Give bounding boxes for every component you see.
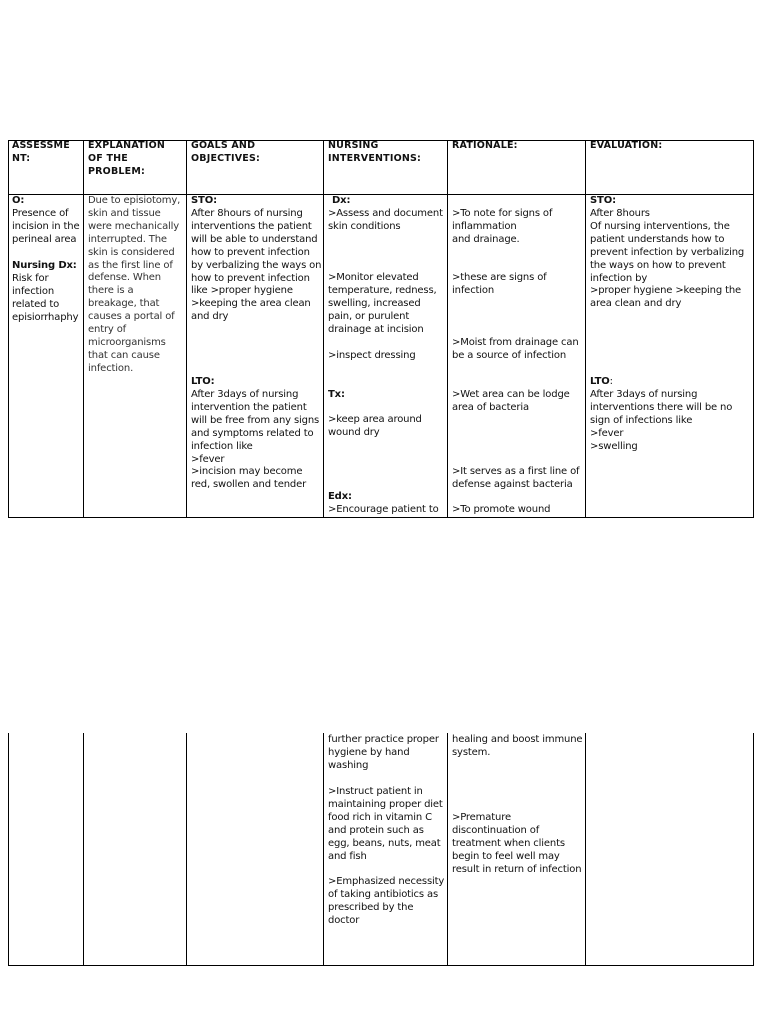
column-border	[753, 733, 754, 966]
header-assessment: ASSESSME NT:	[12, 140, 70, 164]
assessment-o-text: Presence of incision in the perineal area	[12, 208, 80, 245]
rationale-6: >To promote wound	[452, 504, 551, 515]
interventions-tx-label: Tx:	[328, 389, 345, 400]
explanation-text: Due to episiotomy, skin and tissue were mechanically interrupted. The skin is considered as the first line of defense. When there is a breakage, that causes a portal of entry of microorganisms that can cause infection.	[88, 195, 181, 374]
column-border	[83, 140, 84, 518]
evaluation-sto-label: STO:	[590, 195, 616, 206]
column-border	[83, 733, 84, 966]
goals-lto-label: LTO:	[191, 376, 215, 387]
table-border-bottom	[8, 517, 754, 518]
goals-sto-text: After 8hours of nursing interventions the patient will be able to understand how to prevent infection by verbalizing the ways on how to prevent infection like >proper hygiene >keeping the area clean and dry	[191, 208, 322, 323]
header-evaluation: EVALUATION:	[590, 140, 663, 151]
interventions-continued-2: >Instruct patient in maintaining proper diet food rich in vitamin C and protein such as egg, beans, nuts, meat and fish	[328, 786, 443, 862]
column-border	[753, 140, 754, 518]
column-border	[323, 733, 324, 966]
interventions-edx-1: >Encourage patient to	[328, 504, 439, 515]
rationale-4: >Wet area can be lodge area of bacteria	[452, 389, 570, 413]
rationale-5: >It serves as a first line of defense against bacteria	[452, 466, 580, 490]
column-border	[186, 733, 187, 966]
goals-lto-text: After 3days of nursing intervention the patient will be free from any signs and symptoms related to infection like >fever >incision may become red, swollen and tender	[191, 389, 320, 491]
column-border	[447, 733, 448, 966]
column-border	[186, 140, 187, 518]
column-border	[8, 140, 9, 518]
assessment-dx-text: Risk for infection related to episiorrhaphy	[12, 273, 79, 323]
assessment-dx-label: Nursing Dx:	[12, 260, 77, 271]
header-rationale: RATIONALE:	[452, 140, 518, 151]
table-border-bottom	[8, 965, 754, 966]
assessment-o-label: O:	[12, 195, 25, 206]
rationale-1: >To note for signs of inflammation and drainage.	[452, 208, 553, 245]
interventions-dx-label: Dx:	[332, 195, 351, 206]
evaluation-sto-text: After 8hours Of nursing interventions, the patient understands how to prevent infection by verbalizing the ways on how to prevent infection by >proper hygiene >keeping the area clean and dry	[590, 208, 745, 310]
interventions-dx-2: >Monitor elevated temperature, redness, swelling, increased pain, or purulent drainage at incision	[328, 272, 437, 335]
evaluation-lto-label-text: LTO	[590, 376, 610, 387]
rationale-3: >Moist from drainage can be a source of infection	[452, 337, 579, 361]
column-border	[8, 733, 9, 966]
evaluation-lto-label	[590, 376, 613, 389]
column-border	[585, 733, 586, 966]
header-goals: GOALS AND OBJECTIVES:	[191, 140, 261, 164]
goals-sto-label: STO:	[191, 195, 217, 206]
column-border	[585, 140, 586, 518]
rationale-continued-2: >Premature discontinuation of treatment when clients begin to feel well may result in return of infection	[452, 812, 582, 875]
interventions-dx-3: >inspect dressing	[328, 350, 416, 361]
column-border	[323, 140, 324, 518]
interventions-dx-1: >Assess and document skin conditions	[328, 208, 443, 232]
header-explanation: EXPLANATION OF THE PROBLEM:	[88, 140, 165, 177]
interventions-continued-1: further practice proper hygiene by hand washing	[328, 734, 439, 771]
column-border	[447, 140, 448, 518]
interventions-edx-label: Edx:	[328, 491, 352, 502]
header-interventions: NURSING INTERVENTIONS:	[328, 140, 422, 164]
rationale-continued-1: healing and boost immune system.	[452, 734, 583, 758]
evaluation-lto-text: After 3days of nursing interventions there will be no sign of infections like >fever >swelling	[590, 389, 733, 452]
interventions-continued-3: >Emphasized necessity of taking antibiotics as prescribed by the doctor	[328, 876, 445, 926]
rationale-2: >these are signs of infection	[452, 272, 547, 296]
evaluation-lto-colon: :	[609, 376, 613, 387]
interventions-tx-1: >keep area around wound dry	[328, 414, 422, 438]
